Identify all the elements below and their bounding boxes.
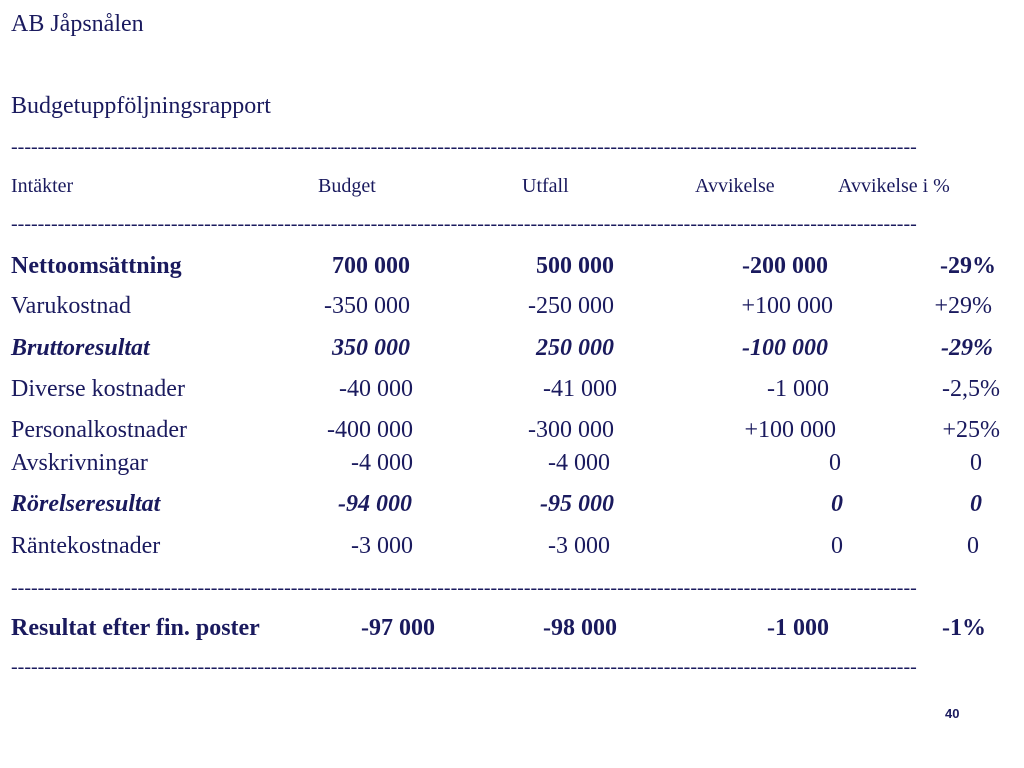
row-utfall: -95 000 (540, 491, 614, 517)
row-avvikelse: -100 000 (742, 335, 828, 361)
row-pct: 0 (970, 450, 982, 476)
row-avvikelse: 0 (829, 450, 841, 476)
row-budget: -94 000 (338, 491, 412, 517)
row-budget: -40 000 (339, 376, 413, 402)
row-pct: -29% (940, 253, 996, 279)
result-utfall: -98 000 (543, 615, 617, 641)
row-label: Bruttoresultat (11, 335, 150, 361)
divider-top: ---------------------------------------------------------------------------------------------------------------------------------------- (11, 137, 917, 157)
result-pct: -1% (942, 615, 986, 641)
row-pct: -29% (941, 335, 993, 361)
row-avvikelse: 0 (831, 533, 843, 559)
divider-header: ---------------------------------------------------------------------------------------------------------------------------------------- (11, 214, 917, 234)
header-avvikelse-pct: Avvikelse i % (838, 175, 950, 197)
row-avvikelse: -200 000 (742, 253, 828, 279)
row-label: Diverse kostnader (11, 376, 185, 402)
row-budget: -350 000 (324, 293, 410, 319)
row-label: Nettoomsättning (11, 253, 182, 279)
report-title: Budgetuppföljningsrapport (11, 93, 271, 119)
row-utfall: -41 000 (543, 376, 617, 402)
row-utfall: 500 000 (536, 253, 614, 279)
row-budget: -400 000 (327, 417, 413, 443)
row-budget: -3 000 (351, 533, 413, 559)
row-utfall: -3 000 (548, 533, 610, 559)
row-avvikelse: +100 000 (741, 293, 833, 319)
row-avvikelse: -1 000 (767, 376, 829, 402)
header-budget: Budget (318, 175, 376, 197)
page-number: 40 (945, 706, 960, 721)
row-utfall: -4 000 (548, 450, 610, 476)
row-label: Rörelseresultat (11, 491, 161, 517)
row-utfall: -300 000 (528, 417, 614, 443)
row-pct: +25% (942, 417, 1000, 443)
row-avvikelse: 0 (831, 491, 843, 517)
row-label: Räntekostnader (11, 533, 161, 559)
row-budget: -4 000 (351, 450, 413, 476)
result-avvikelse: -1 000 (767, 615, 829, 641)
divider-result-top: ---------------------------------------------------------------------------------------------------------------------------------------- (11, 578, 917, 598)
company-name: AB Jåpsnålen (11, 11, 144, 37)
row-pct: 0 (970, 491, 982, 517)
result-budget: -97 000 (361, 615, 435, 641)
result-label: Resultat efter fin. poster (11, 615, 260, 641)
header-utfall: Utfall (522, 175, 569, 197)
row-avvikelse: +100 000 (744, 417, 836, 443)
row-utfall: -250 000 (528, 293, 614, 319)
row-utfall: 250 000 (536, 335, 614, 361)
row-budget: 700 000 (332, 253, 410, 279)
row-label: Avskrivningar (11, 450, 148, 476)
row-label: Personalkostnader (11, 417, 187, 443)
divider-bottom: ---------------------------------------------------------------------------------------------------------------------------------------- (11, 657, 917, 677)
row-pct: +29% (934, 293, 992, 319)
row-budget: 350 000 (332, 335, 410, 361)
row-pct: -2,5% (942, 376, 1000, 402)
row-label: Varukostnad (11, 293, 131, 319)
row-pct: 0 (967, 533, 979, 559)
header-avvikelse: Avvikelse (695, 175, 775, 197)
header-label: Intäkter (11, 175, 74, 197)
